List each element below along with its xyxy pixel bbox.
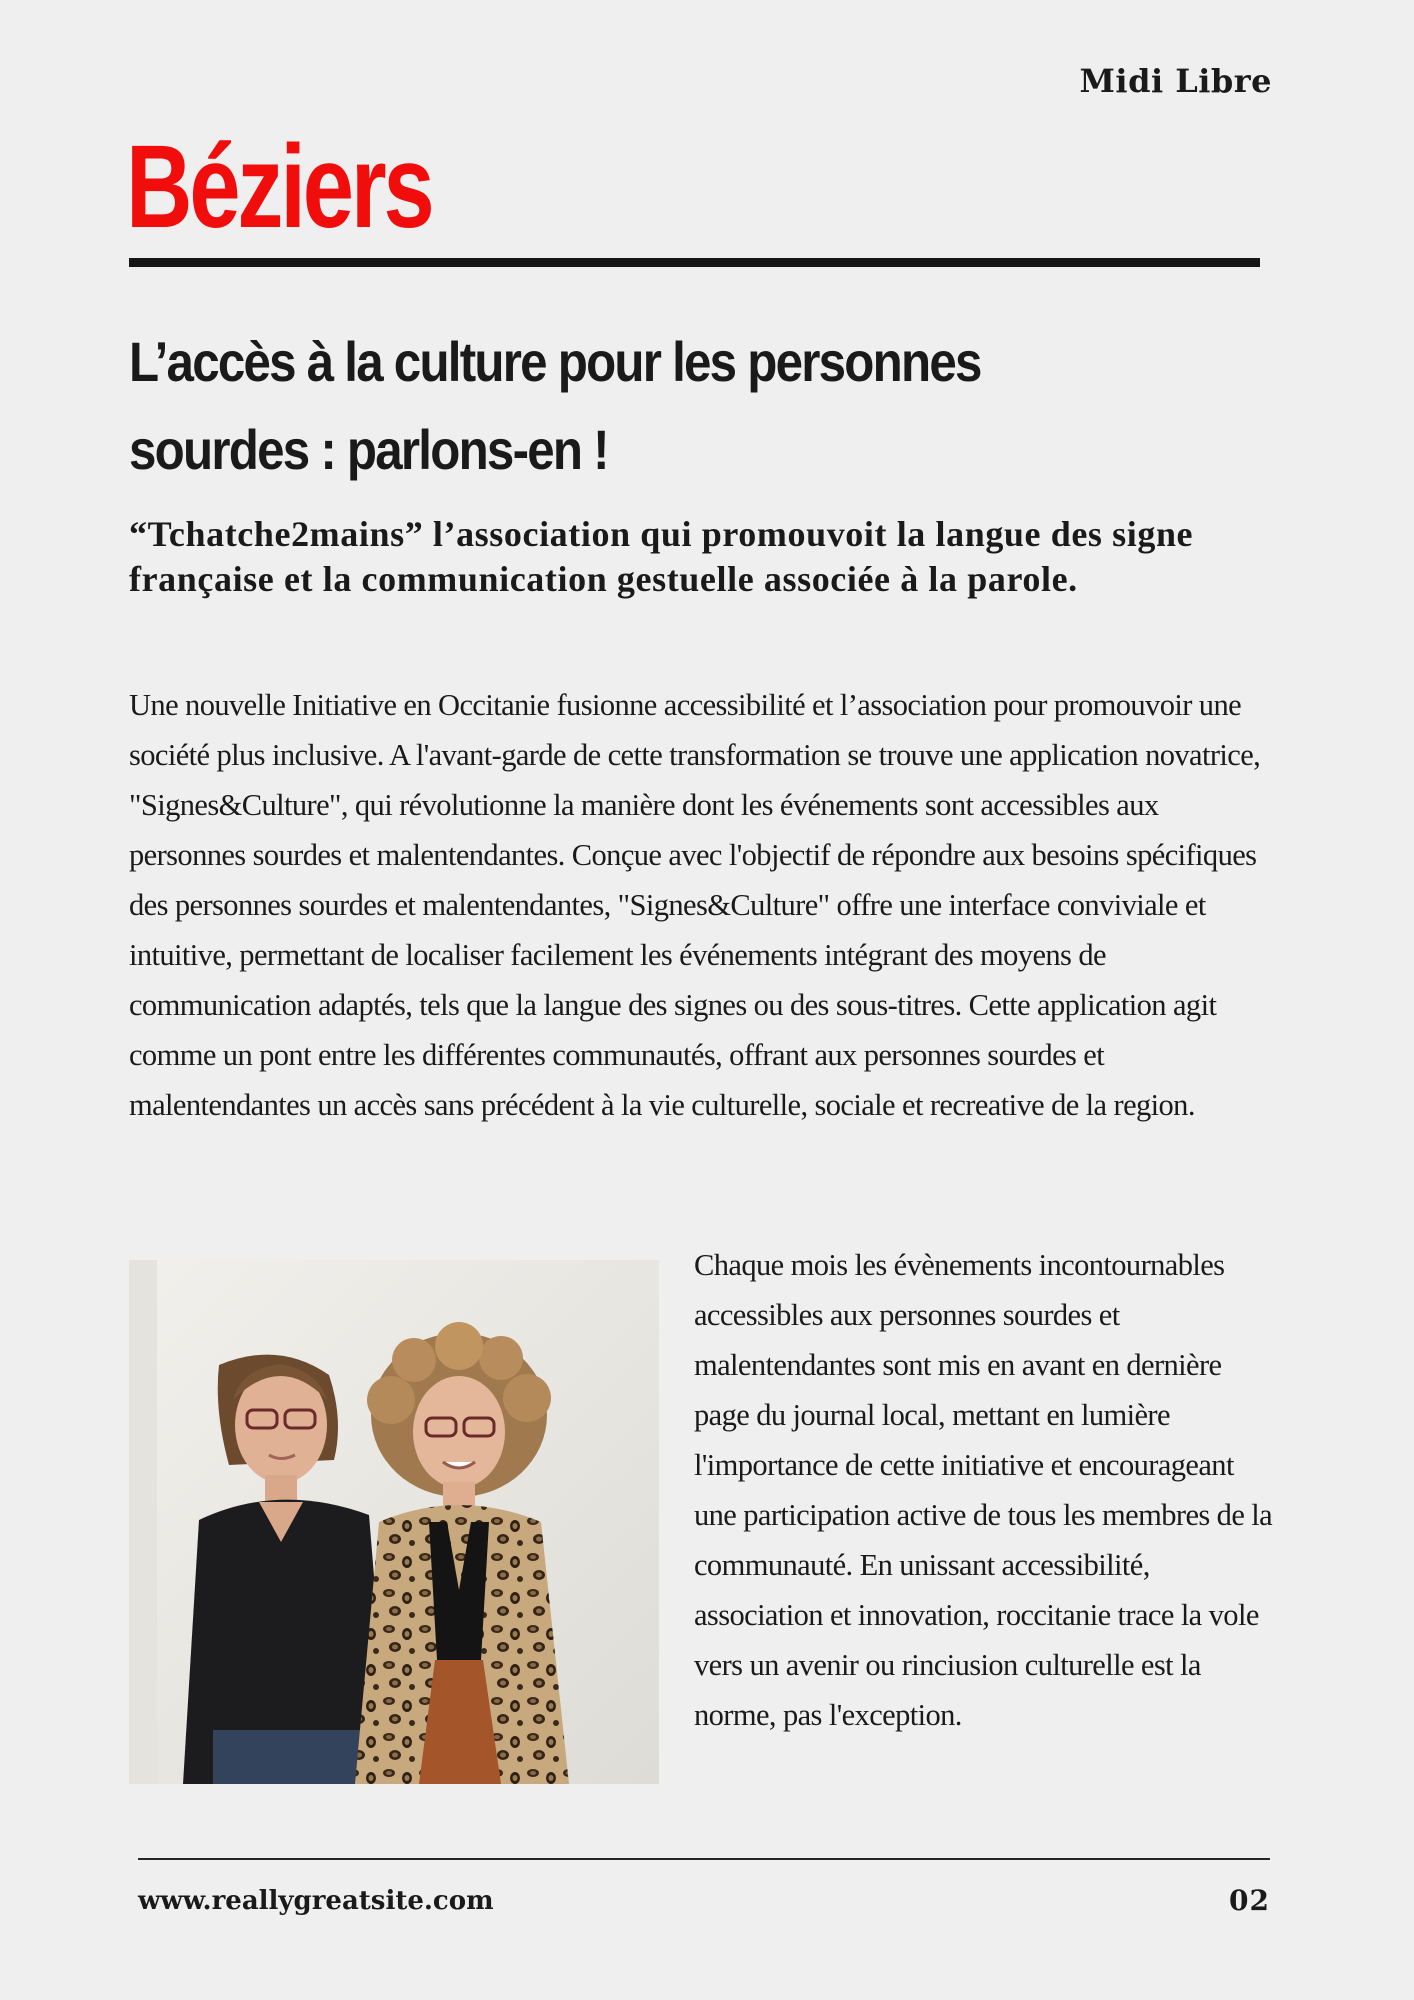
article-subheadline: “Tchatche2mains” l’association qui promouvoit la langue des signe française et la communication gestuelle associée à la parole.: [129, 514, 1194, 599]
article-photo: [129, 1260, 659, 1784]
portrait-illustration: [129, 1260, 659, 1784]
publication-name: Midi Libre: [1079, 62, 1272, 100]
article-intro-paragraph: Une nouvelle Initiative en Occitanie fusionne accessibilité et l’association pour promouvoir une société plus inclusive. A l'avant-garde de cette transformation se trouve une application novatrice, "Signes&Culture", qui révolutionne la manière dont les événements sont accessibles aux personnes sourdes et malentendantes. Conçue avec l'objectif de répondre aux besoins spécifiques des personnes sourdes et malentendantes, "Signes&Culture" offre une interface conviviale et intuitive, permettant de localiser facilement les événements intégrant des moyens de communication adaptés, tels que la langue des signes ou des sous-titres. Cette application agit comme un pont entre les différentes communautés, offrant aux personnes sourdes et malentendantes un accès sans précédent à la vie culturelle, sociale et recreative de la region.: [129, 688, 1261, 1122]
photo-wall-edge: [129, 1260, 157, 1784]
person-right: [355, 1322, 569, 1784]
section-title: Béziers: [126, 121, 432, 253]
article-side-paragraph: Chaque mois les évènements incontournables accessibles aux personnes sourdes et malentendantes sont mis en avant en dernière page du journal local, mettant en lumière l'importance de cette initiative et encourageant une participation active de tous les membres de la communauté. En unissant accessibilité, association et innovation, roccitanie trace la vole vers un avenir ou rinciusion culturelle est la norme, pas l'exception.: [694, 1248, 1273, 1732]
article-headline: L’accès à la culture pour les personnes sourdes : parlons-en !: [129, 330, 981, 481]
footer-divider: [138, 1858, 1270, 1860]
section-divider: [129, 258, 1260, 267]
page-number: 02: [1229, 1884, 1270, 1917]
footer-website-link[interactable]: www.reallygreatsite.com: [138, 1886, 494, 1916]
